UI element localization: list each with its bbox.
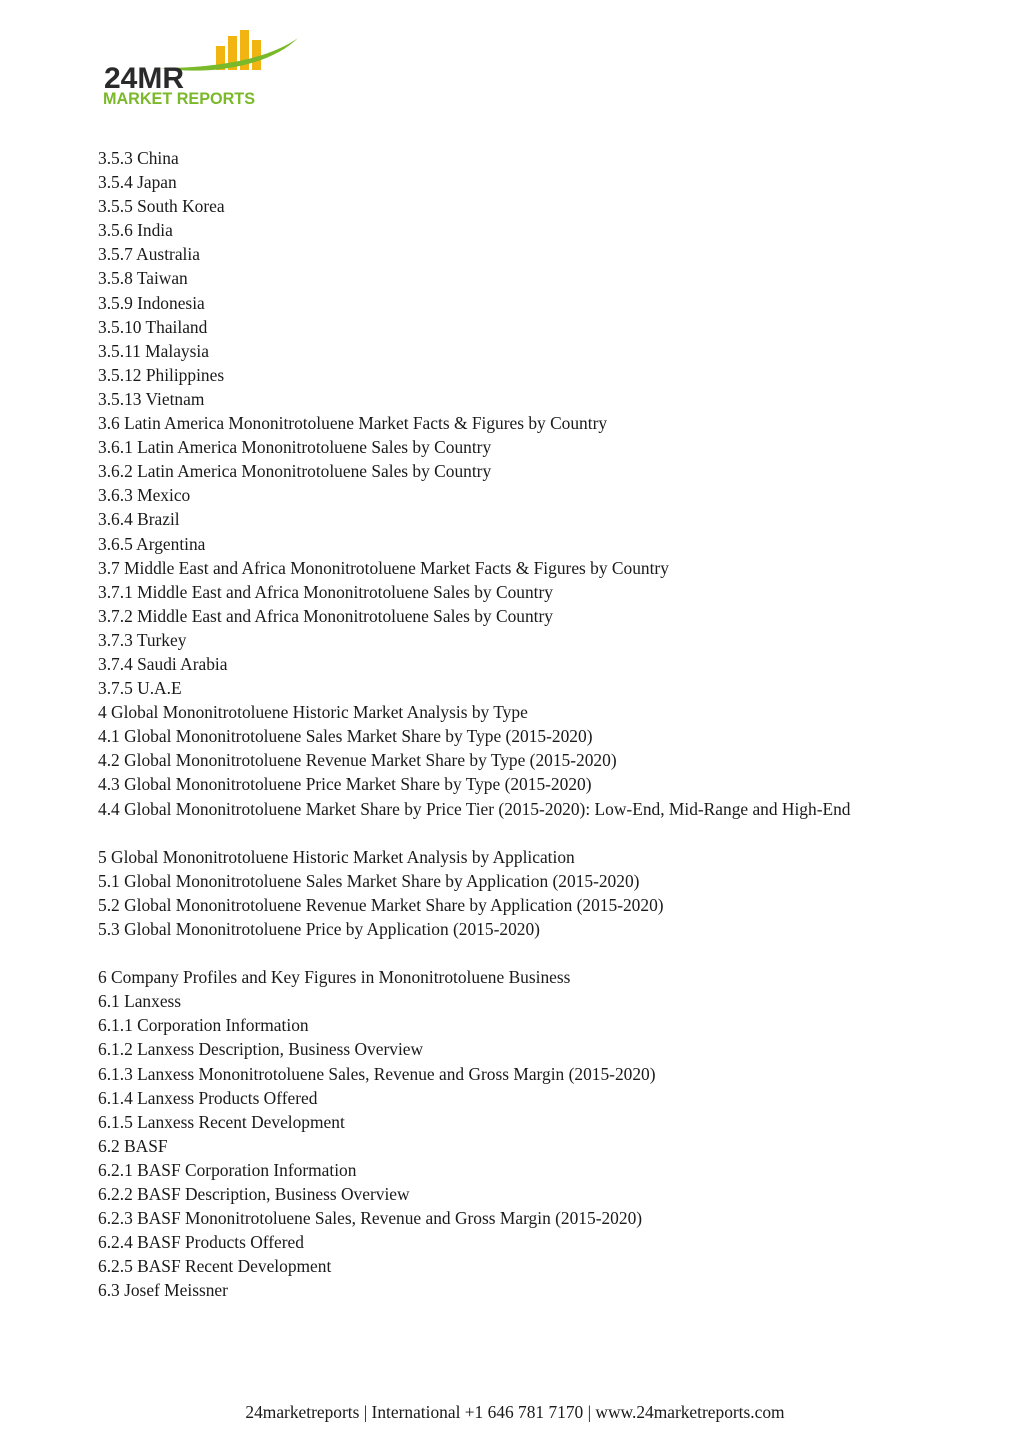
toc-item: 3.5.5 South Korea (98, 196, 225, 217)
toc-item: 3.7.4 Saudi Arabia (98, 653, 228, 674)
toc-item: 6.2 BASF (98, 1135, 168, 1156)
toc-item: 3.5.10 Thailand (98, 316, 208, 337)
page-footer: 24marketreports | International +1 646 781 7170 | www.24marketreports.com (245, 1402, 785, 1422)
toc-item: 6.2.1 BASF Corporation Information (98, 1159, 357, 1180)
toc-item: 6.3 Josef Meissner (98, 1280, 228, 1301)
toc-item: 3.6.3 Mexico (98, 485, 191, 506)
toc-item: 5.3 Global Mononitrotoluene Price by Application (2015-2020) (98, 919, 540, 939)
toc-item: 5 Global Mononitrotoluene Historic Market Analysis by Application (98, 846, 575, 867)
toc-item: 3.5.13 Vietnam (98, 388, 205, 409)
toc-item: 3.6.1 Latin America Mononitrotoluene Sales by Country (98, 437, 492, 458)
toc-item: 3.7.5 U.A.E (98, 678, 182, 699)
toc-spacer (98, 941, 978, 965)
toc-item: 5.2 Global Mononitrotoluene Revenue Market Share by Application (2015-2020) (98, 894, 664, 915)
toc-item: 4.2 Global Mononitrotoluene Revenue Market Share by Type (2015-2020) (98, 750, 617, 771)
toc-item: 6.2.5 BASF Recent Development (98, 1256, 332, 1277)
toc-item: 6.1.3 Lanxess Mononitrotoluene Sales, Revenue and Gross Margin (2015-2020) (98, 1063, 656, 1084)
toc-item: 3.7.2 Middle East and Africa Mononitrotoluene Sales by Country (98, 605, 553, 626)
bar-chart-swoosh-logo-icon (100, 28, 310, 108)
toc-item: 3.6.4 Brazil (98, 509, 180, 530)
toc-item: 6.2.3 BASF Mononitrotoluene Sales, Revenue and Gross Margin (2015-2020) (98, 1208, 643, 1229)
toc-item: 6.1.5 Lanxess Recent Development (98, 1111, 345, 1132)
toc-item: 6.1.4 Lanxess Products Offered (98, 1087, 318, 1108)
company-logo (100, 28, 310, 108)
toc-item: 6.2.4 BASF Products Offered (98, 1232, 304, 1253)
toc-item: 3.6.5 Argentina (98, 533, 206, 554)
toc-item: 4.1 Global Mononitrotoluene Sales Market Share by Type (2015-2020) (98, 726, 593, 747)
toc-item: 6.1.2 Lanxess Description, Business Overview (98, 1039, 424, 1060)
logo-brand-top: 24MR (104, 62, 185, 95)
toc-item: 4.3 Global Mononitrotoluene Price Market Share by Type (2015-2020) (98, 774, 592, 795)
logo-brand-bottom: MARKET REPORTS (103, 90, 255, 108)
toc-item: 6.2.2 BASF Description, Business Overview (98, 1184, 410, 1205)
toc-item: 3.7.3 Turkey (98, 629, 187, 650)
toc-item: 4.4 Global Mononitrotoluene Market Share by Price Tier (2015-2020): Low-End, Mid-Range and High-End (98, 798, 851, 819)
toc-item: 6.1.1 Corporation Information (98, 1015, 309, 1036)
table-of-contents (98, 146, 978, 1303)
toc-item: 5.1 Global Mononitrotoluene Sales Market Share by Application (2015-2020) (98, 870, 640, 891)
toc-item: 3.5.3 China (98, 148, 179, 168)
toc-item: 3.5.8 Taiwan (98, 268, 188, 289)
toc-item: 3.5.4 Japan (98, 172, 177, 193)
toc-item: 3.5.9 Indonesia (98, 292, 205, 313)
toc-item: 3.5.11 Malaysia (98, 340, 209, 361)
toc-item: 4 Global Mononitrotoluene Historic Market Analysis by Type (98, 702, 528, 723)
toc-item: 3.5.6 India (98, 220, 173, 241)
toc-item: 6 Company Profiles and Key Figures in Mononitrotoluene Business (98, 967, 571, 988)
toc-item: 3.7.1 Middle East and Africa Mononitrotoluene Sales by Country (98, 581, 553, 602)
toc-item: 3.7 Middle East and Africa Mononitrotoluene Market Facts & Figures by Country (98, 557, 669, 578)
toc-item: 3.6.2 Latin America Mononitrotoluene Sales by Country (98, 461, 492, 482)
toc-item: 3.6 Latin America Mononitrotoluene Market Facts & Figures by Country (98, 413, 608, 434)
toc-spacer (98, 821, 978, 845)
toc-item: 6.1 Lanxess (98, 991, 182, 1012)
toc-item: 3.5.12 Philippines (98, 364, 225, 385)
toc-item: 3.5.7 Australia (98, 244, 200, 265)
